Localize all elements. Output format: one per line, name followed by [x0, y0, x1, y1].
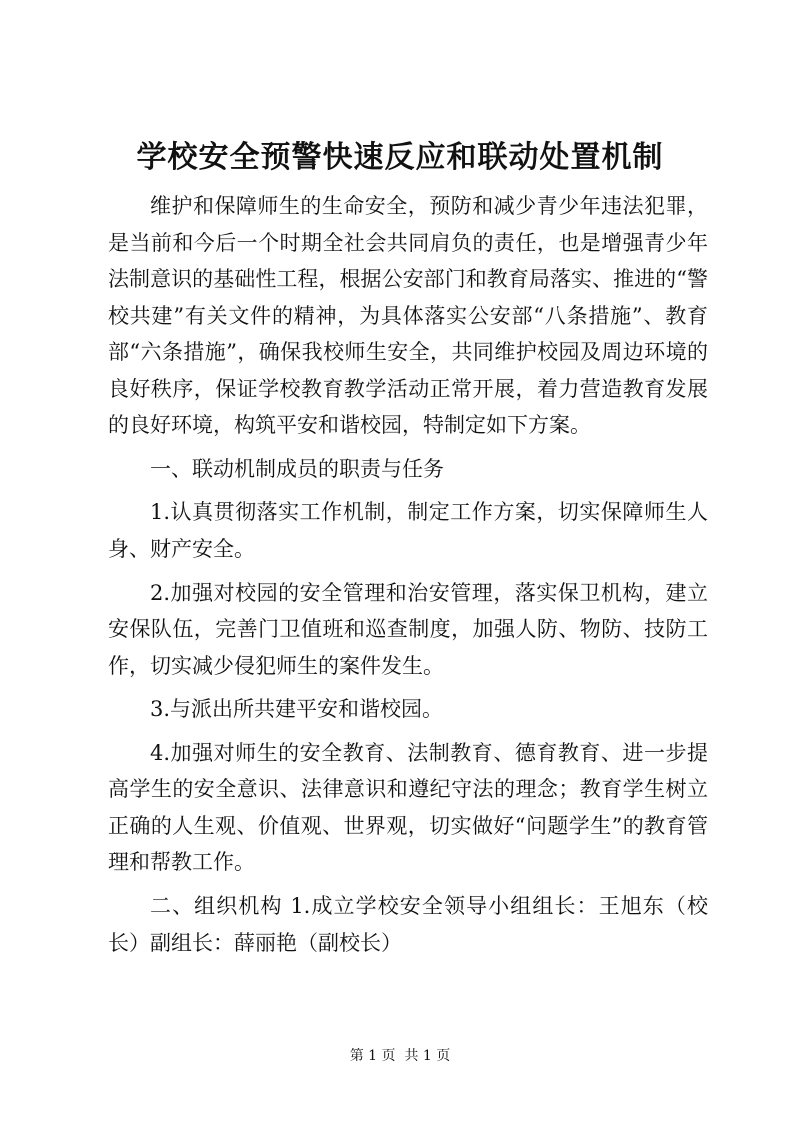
list-item-4: 4.加强对师生的安全教育、法制教育、德育教育、进一步提高学生的安全意识、法律意识和遵纪守法的理念；教育学生树立正确的人生观、价值观、世界观，切实做好“问题学生”的教育管理和帮教工作。: [108, 740, 708, 875]
intro-paragraph: 维护和保障师生的生命安全，预防和减少青少年违法犯罪，是当前和今后一个时期全社会共同肩负的责任，也是增强青少年法制意识的基础性工程，根据公安部门和教育局落实、推进的“警校共建”有关文件的精神，为具体落实公安部“八条措施”、教育部“六条措施”，确保我校师生安全，共同维护校园及周边环境的良好秩序，保证学校教育教学活动正常开展，着力营造教育发展的良好环境，构筑平安和谐校园，特制定如下方案。: [108, 194, 708, 437]
page-footer: 第 1 页 共 1 页: [349, 1048, 451, 1064]
document-body: [108, 188, 708, 968]
document-title: 学校安全预警快速反应和联动处置机制: [136, 140, 664, 175]
section-heading-2: 二、组织机构 1.成立学校安全领导小组组长：王旭东（校长）副组长：薛丽艳（副校长）: [108, 894, 708, 955]
section-heading-1: 一、联动机制成员的职责与任务: [150, 456, 444, 481]
list-item-1: 1.认真贯彻落实工作机制，制定工作方案，切实保障师生人身、财产安全。: [108, 500, 708, 561]
list-item-3: 3.与派出所共建平安和谐校园。: [150, 697, 444, 722]
list-item-2: 2.加强对校园的安全管理和治安管理，落实保卫机构，建立安保队伍，完善门卫值班和巡查制度，加强人防、物防、技防工作，切实减少侵犯师生的案件发生。: [108, 580, 708, 678]
